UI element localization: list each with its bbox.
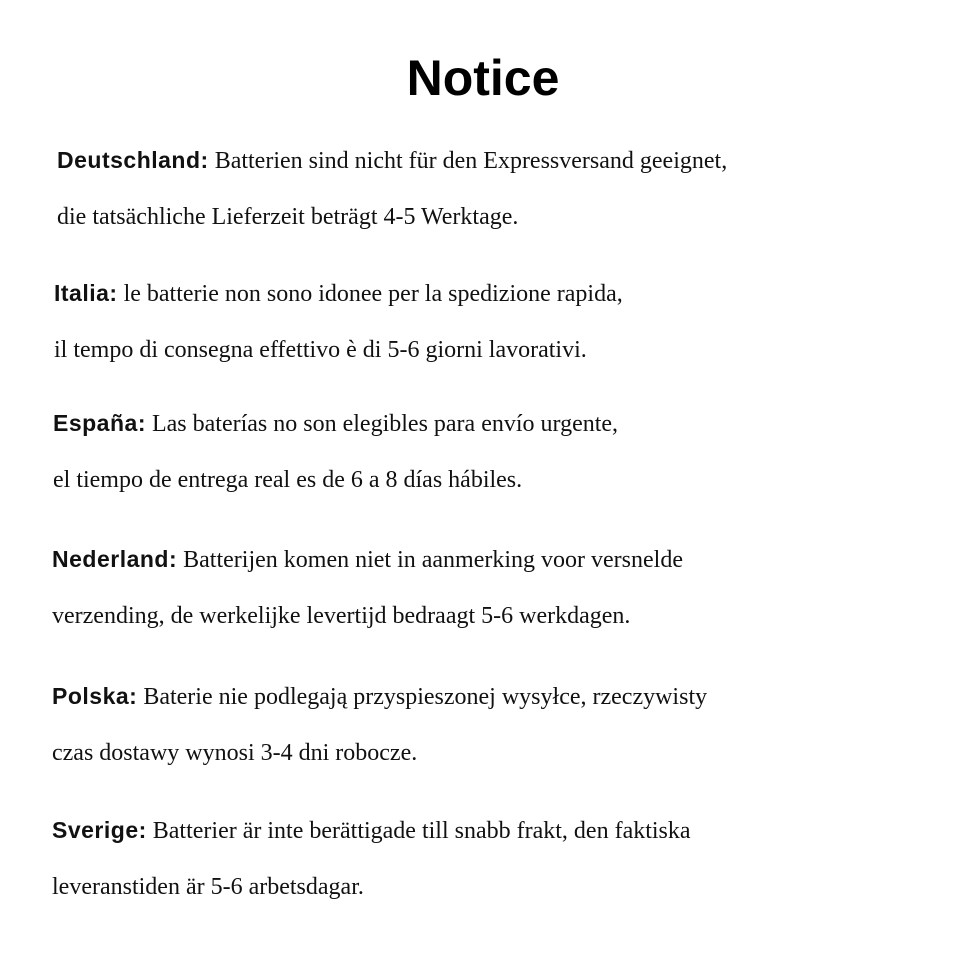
notice-text: Batterien sind nicht für den Expressversand geeignet, <box>208 148 728 174</box>
country-label: Sverige: <box>52 817 147 843</box>
notice-text: Las baterías no son elegibles para envío urgente, <box>145 411 619 437</box>
notice-text: Batterijen komen niet in aanmerking voor versnelde <box>177 547 683 573</box>
notice-line-1 <box>57 145 727 176</box>
country-label: Italia: <box>54 280 118 306</box>
notice-line-2: leveranstiden är 5-6 arbetsdagar. <box>52 874 364 900</box>
notice-line-1 <box>52 681 707 712</box>
notice-line-1 <box>53 408 618 439</box>
notice-line-2: verzending, de werkelijke levertijd bedraagt 5-6 werkdagen. <box>52 603 631 629</box>
notice-line-2: die tatsächliche Lieferzeit beträgt 4-5 Werktage. <box>57 204 519 230</box>
country-label: Deutschland: <box>57 147 209 173</box>
page-title: Notice <box>406 50 560 106</box>
notice-line-1 <box>52 544 683 575</box>
notice-line-1 <box>52 815 691 846</box>
notice-line-2: el tiempo de entrega real es de 6 a 8 días hábiles. <box>53 467 523 493</box>
country-label: España: <box>53 410 146 436</box>
country-label: Nederland: <box>52 546 178 572</box>
notice-text: Baterie nie podlegają przyspieszonej wysyłce, rzeczywisty <box>137 684 708 710</box>
notice-text: le batterie non sono idonee per la spedizione rapida, <box>117 281 623 307</box>
country-label: Polska: <box>52 683 138 709</box>
notice-line-2: il tempo di consegna effettivo è di 5-6 giorni lavorativi. <box>54 337 587 363</box>
notice-text: Batterier är inte berättigade till snabb frakt, den faktiska <box>146 818 691 844</box>
notice-line-1 <box>54 278 623 309</box>
notice-line-2: czas dostawy wynosi 3-4 dni robocze. <box>52 740 418 766</box>
